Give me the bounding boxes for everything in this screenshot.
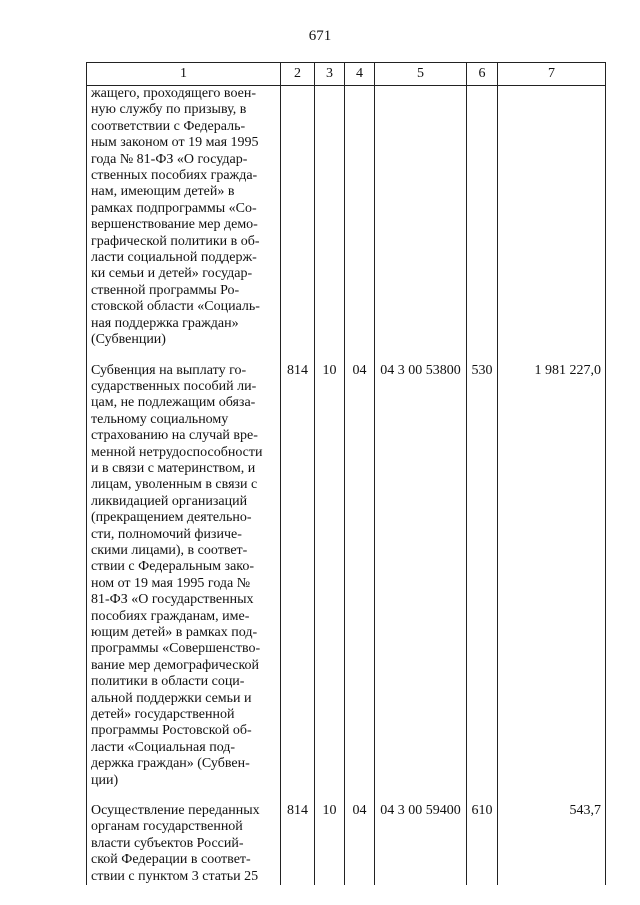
spacer-cell: [467, 789, 498, 803]
row-name-line: сударственных пособий ли-: [91, 378, 257, 394]
section-code-cell: 10: [315, 363, 345, 790]
row-name-line: ную службу по призыву, в: [91, 102, 247, 118]
expense-type-cell: 530: [467, 363, 498, 790]
row-name-line: органам государственной: [91, 819, 243, 835]
row-name-line: Осуществление переданных: [91, 803, 260, 819]
row-name-line: ная поддержка граждан»: [91, 315, 239, 331]
row-name-line: альной поддержки семьи и: [91, 690, 252, 706]
row-name-line: ки семьи и детей» государ-: [91, 266, 253, 282]
table-row: [87, 803, 606, 885]
header-cell-3: 3: [315, 63, 345, 86]
amount-cell: [498, 86, 606, 349]
table-body: [87, 86, 606, 886]
header-cell-4: 4: [345, 63, 375, 86]
amount-cell: 543,7: [498, 803, 606, 885]
row-name-line: пособиях гражданам, име-: [91, 608, 250, 624]
row-name-line: рамках подпрограммы «Со-: [91, 200, 257, 216]
spacer-cell: [281, 349, 315, 363]
row-name-line: ющим детей» в рамках под-: [91, 625, 258, 640]
table-row: [87, 86, 606, 349]
row-name-line: ственных пособиях гражда-: [91, 168, 258, 184]
row-name-line: стовской области «Социаль-: [91, 299, 260, 315]
row-name-cell: [87, 86, 281, 349]
row-name-line: жащего, проходящего воен-: [91, 86, 256, 101]
section-code-cell: 10: [315, 803, 345, 885]
budget-table: [86, 62, 606, 885]
row-name-line: ликвидацией организаций: [91, 493, 248, 509]
target-article-cell: 04 3 00 53800: [375, 363, 467, 790]
spacer-cell: [467, 349, 498, 363]
row-name-line: 81-ФЗ «О государственных: [91, 592, 254, 608]
spacer-cell: [87, 349, 281, 363]
expense-type-cell: 610: [467, 803, 498, 885]
spacer-cell: [315, 349, 345, 363]
row-name-line: ствии с Федеральным зако-: [91, 559, 255, 575]
expense-type-cell: [467, 86, 498, 349]
section-code-cell: [315, 86, 345, 349]
subsection-code-cell: 04: [345, 363, 375, 790]
row-name-line: графической политики в об-: [91, 233, 260, 249]
row-name-line: цам, не подлежащим обяза-: [91, 395, 256, 411]
chapter-code-cell: [281, 86, 315, 349]
row-name-line: программы «Совершенство-: [91, 641, 261, 657]
row-name-line: тельному социальному: [91, 411, 229, 427]
row-name-line: политики в области соци-: [91, 674, 245, 690]
target-article-cell: 04 3 00 59400: [375, 803, 467, 885]
row-name-cell: [87, 803, 281, 885]
amount-cell: 1 981 227,0: [498, 363, 606, 790]
header-cell-5: 5: [375, 63, 467, 86]
spacer-cell: [345, 349, 375, 363]
chapter-code-cell: 814: [281, 363, 315, 790]
row-spacer: [87, 789, 606, 803]
header-cell-1: 1: [87, 63, 281, 86]
header-cell-6: 6: [467, 63, 498, 86]
subsection-code-cell: [345, 86, 375, 349]
row-spacer: [87, 349, 606, 363]
row-name-line: ном от 19 мая 1995 года №: [91, 575, 251, 591]
row-name-line: года № 81-ФЗ «О государ-: [91, 151, 248, 167]
target-article-cell: [375, 86, 467, 349]
spacer-cell: [375, 789, 467, 803]
row-name-line: (прекращением деятельно-: [91, 510, 252, 526]
row-name-line: лицам, уволенным в связи с: [91, 477, 258, 493]
row-name-line: Субвенция на выплату го-: [91, 362, 247, 378]
chapter-code-cell: 814: [281, 803, 315, 885]
row-name-line: соответствии с Федераль-: [91, 118, 246, 134]
row-name-line: ным законом от 19 мая 1995: [91, 135, 259, 151]
row-name-line: (Субвенции): [91, 332, 166, 348]
row-name-line: вание мер демографической: [91, 657, 260, 673]
spacer-cell: [375, 349, 467, 363]
row-name-line: ственной программы Ро-: [91, 282, 240, 298]
row-name-line: и в связи с материнством, и: [91, 460, 256, 476]
spacer-cell: [498, 349, 606, 363]
row-name-line: программы Ростовской об-: [91, 723, 252, 739]
row-name-line: держка граждан» (Субвен-: [91, 756, 250, 772]
spacer-cell: [315, 789, 345, 803]
row-name-line: ствии с пунктом 3 статьи 25: [91, 868, 259, 884]
table-header-row: [87, 63, 606, 86]
row-name-line: менной нетрудоспособности: [91, 444, 263, 460]
table-row: [87, 363, 606, 790]
row-name-line: ласти «Социальная под-: [91, 739, 236, 755]
row-name-cell: [87, 363, 281, 790]
row-name-line: скими лицами), в соответ-: [91, 542, 248, 558]
page-number: 671: [308, 28, 332, 44]
row-name-line: ции): [91, 772, 119, 788]
spacer-cell: [345, 789, 375, 803]
row-name-line: ласти социальной поддерж-: [91, 250, 257, 266]
spacer-cell: [498, 789, 606, 803]
row-name-line: нам, имеющим детей» в: [91, 184, 235, 200]
row-name-line: вершенствование мер демо-: [91, 217, 258, 233]
spacer-cell: [281, 789, 315, 803]
spacer-cell: [87, 789, 281, 803]
row-name-line: ской Федерации в соответ-: [91, 852, 251, 868]
header-cell-2: 2: [281, 63, 315, 86]
row-name-line: сти, полномочий физиче-: [91, 526, 242, 542]
subsection-code-cell: 04: [345, 803, 375, 885]
row-name-line: детей» государственной: [91, 707, 235, 723]
row-name-line: страхованию на случай вре-: [91, 428, 258, 444]
row-name-line: власти субъектов Россий-: [91, 835, 244, 851]
header-cell-7: 7: [498, 63, 606, 86]
